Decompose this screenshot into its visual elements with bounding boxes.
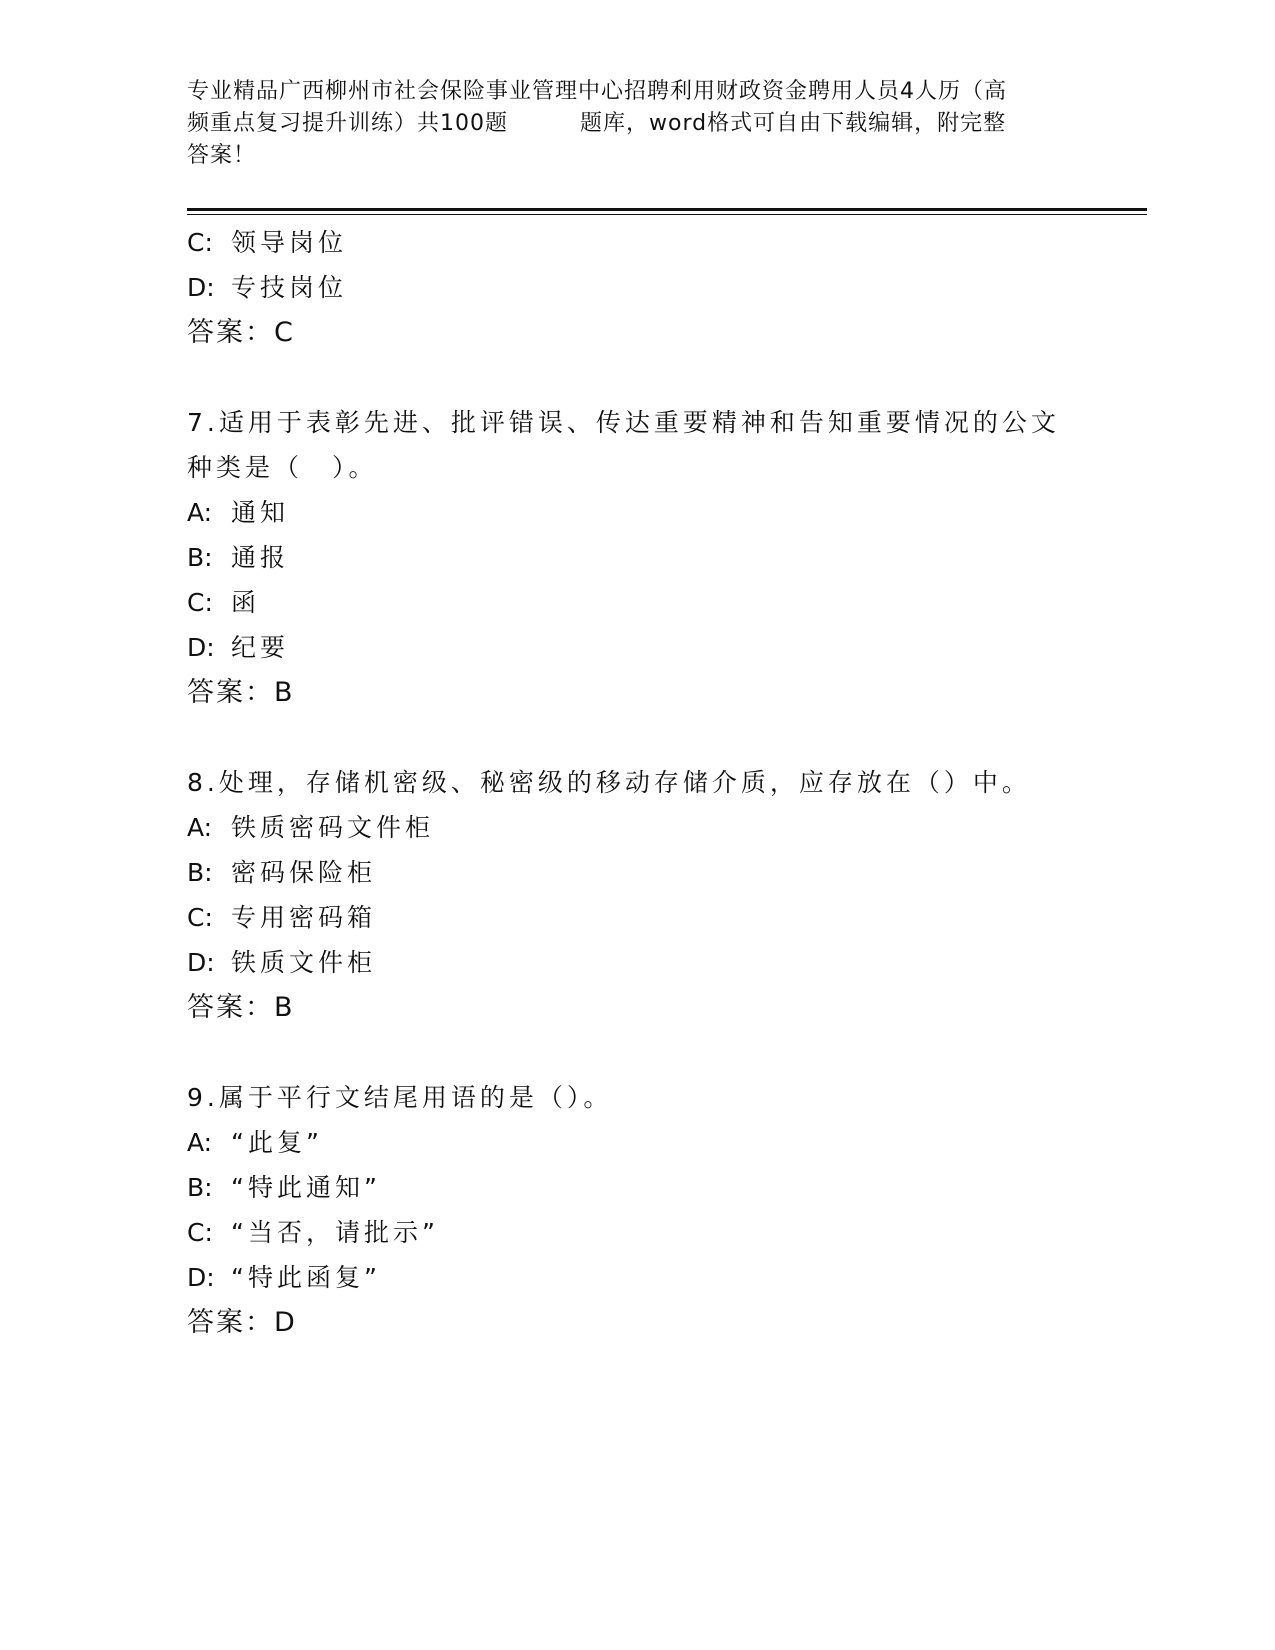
q9-option-d: [187, 1255, 1087, 1300]
q6-answer: 答案：C: [187, 317, 295, 348]
header-divider-thin: [187, 214, 1147, 215]
option-text: “特此通知”: [231, 1173, 381, 1202]
option-label: C:: [187, 588, 213, 617]
q9-option-a: [187, 1120, 1087, 1165]
option-text: “此复”: [231, 1128, 323, 1157]
header-divider-thick: [187, 208, 1147, 211]
q7-option-b: [187, 535, 1087, 580]
option-text: 密码保险柜: [231, 858, 377, 887]
header-line-2b: 题库，word格式可自由下载编辑，附完整: [580, 111, 1007, 136]
option-text: 铁质密码文件柜: [231, 813, 435, 842]
q7-answer: 答案：B: [187, 677, 295, 708]
header-line-3: 答案！: [187, 143, 257, 168]
q9-answer: 答案：D: [187, 1307, 297, 1338]
option-label: D:: [187, 273, 215, 302]
q9-option-c: [187, 1210, 1087, 1255]
q8-option-d: [187, 940, 1087, 985]
option-text: “特此函复”: [231, 1263, 381, 1292]
option-label: C:: [187, 228, 213, 257]
q8-option-c: [187, 895, 1087, 940]
q7-option-a: [187, 490, 1087, 535]
option-label: A:: [187, 498, 213, 527]
option-text: 通知: [231, 498, 290, 527]
option-text: “当否，请批示”: [231, 1218, 439, 1247]
q8-option-b: [187, 850, 1087, 895]
option-text: 专技岗位: [231, 273, 348, 302]
option-text: 领导岗位: [231, 228, 348, 257]
option-label: A:: [187, 1128, 213, 1157]
option-text: 函: [231, 588, 261, 617]
option-label: A:: [187, 813, 213, 842]
option-label: C:: [187, 903, 213, 932]
q9-option-b: [187, 1165, 1087, 1210]
q7-option-c: [187, 580, 1087, 625]
option-label: B:: [187, 858, 213, 887]
question-list: [187, 220, 1087, 1345]
document-header: [187, 76, 1087, 172]
header-line-2a: 频重点复习提升训练）共100题: [187, 111, 508, 136]
option-text: 纪要: [231, 633, 290, 662]
header-line-1: 专业精品广西柳州市社会保险事业管理中心招聘利用财政资金聘用人员4人历（高: [187, 79, 1007, 104]
q9-stem-line-1: 9.属于平行文结尾用语的是（）。: [187, 1083, 613, 1112]
q6-option-c: [187, 220, 1087, 265]
option-label: C:: [187, 1218, 213, 1247]
q8-stem-line-1: 8.处理，存储机密级、秘密级的移动存储介质，应存放在（）中。: [187, 768, 1031, 797]
option-text: 铁质文件柜: [231, 948, 377, 977]
q7-stem-line-2: 种类是（ ）。: [187, 453, 378, 482]
header-line-2: [187, 108, 1087, 140]
q8-option-a: [187, 805, 1087, 850]
q6-option-d: [187, 265, 1087, 310]
option-label: D:: [187, 1263, 215, 1292]
option-label: D:: [187, 633, 215, 662]
q7-stem-line-1: 7.适用于表彰先进、批评错误、传达重要精神和告知重要情况的公文: [187, 408, 1060, 437]
option-label: B:: [187, 1173, 213, 1202]
option-text: 通报: [231, 543, 290, 572]
q7-option-d: [187, 625, 1087, 670]
q8-answer: 答案：B: [187, 992, 295, 1023]
option-label: D:: [187, 948, 215, 977]
option-label: B:: [187, 543, 213, 572]
option-text: 专用密码箱: [231, 903, 377, 932]
